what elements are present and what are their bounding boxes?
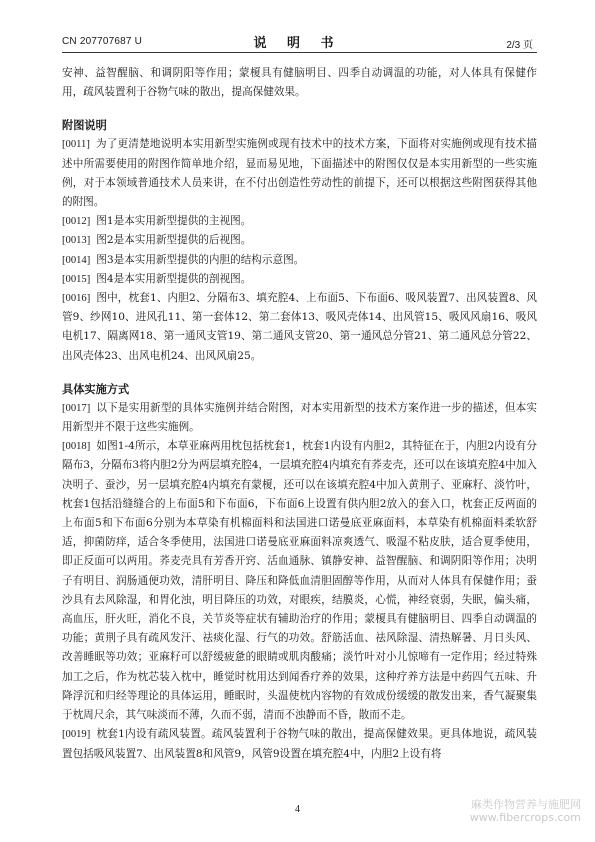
paragraph-0015	[62, 270, 537, 289]
header-title: 说 明 书	[253, 36, 342, 51]
paragraph-text: 图3是本实用新型提供的内胆的结构示意图。	[96, 253, 305, 266]
paragraph-number: [0013]	[62, 235, 91, 247]
paragraph-0016	[62, 289, 537, 366]
paragraph-text: 枕套1内设有疏风装置。疏风装置利于谷物气味的散出，提高保健效果。更具体地说，疏风装置包括吸风装置7、出风装置8和风管9，风管9设置在填充腔4中，内胆2上设有将	[62, 728, 537, 760]
paragraph-0012	[62, 212, 537, 231]
paragraph-number: [0016]	[62, 293, 91, 305]
section-heading-embodiment: 具体实施方式	[62, 381, 130, 396]
paragraph-0017	[62, 399, 537, 437]
paragraph-text: 如图1-4所示，本草亚麻两用枕包括枕套1，枕套1内设有内胆2，其特征在于，内胆2内设有分隔布3，分隔布3将内胆2分为两层填充腔4，一层填充腔4内填充有荞麦壳，还可以在该填充腔4中加入决明子、蚕沙，另一层填充腔4内填充有蒙榎，还可以在该填充腔4中加入黄荆子、亚麻籽、淡竹叶，枕套1包括沿缝缝合的上布面5和下布面6，下布面6上设置有供内胆2放入的套入口，枕套正反两面的上布面5和下布面6分别为本草染有机棉面料和法国进口诺曼底亚麻面料，本草染有机棉面料柔软舒适，抑菌防痒，适合冬季使用，法国进口诺曼底亚麻面料凉爽透气、吸湿不粘皮肤，适合夏季使用，即正反面可以两用。荞麦壳具有芳香开窍、活血通脉、镇静安神、益智醒脑、和调阴阳等作用；决明子有明目、润肠通便功效，清肝明目、降压和降低血清胆固醇等作用，从而对人体具有保健作用；蚕沙具有去风除湿，和胃化浊，明目降压的功效，对眼疾，结膜炎，心慌，神经衰弱，失眠，偏头痛，高血压，肝火旺，消化不良，关节炎等症状有辅助治疗的作用；蒙榎具有健脑明目、四季自动调温的功能；黄荆子具有疏风发汗、祛痰化湿、行气的功效。舒筋活血、祛风除湿、清热解暑、月日头风、改善睡眠等功效；亚麻籽可以舒缓疲惫的眼睛或肌肉酸痛；淡竹叶对小儿惊啼有一定作用；经过特殊加工之后，作为枕芯装入枕中，睡觉时枕用达到闻香疗养的效果，这种疗养方法是中药四气五味、升降浮沉和归经等理论的具体运用，睡眠时，头温使枕内容物的有效成份缓缓的散发出来，香气凝聚集于枕周尺余，其气味淡而不薄，久而不弱，清而不浊静而不昏，散而不走。	[62, 440, 537, 722]
paragraph-number: [0014]	[62, 254, 91, 266]
body-content	[62, 64, 537, 764]
paragraph-text: 以下是实用新型的具体实施例并结合附图，对本实用新型的技术方案作进一步的描述，但本实用新型并不限于这些实施例。	[62, 401, 537, 434]
paragraph-0018	[62, 437, 537, 725]
paragraph-number: [0012]	[62, 216, 91, 228]
watermark-line1: 麻类作物营养与施肥网	[471, 798, 581, 811]
paragraph-text: 图中，枕套1、内胆2、分隔布3、填充腔4、上布面5、下布面6、吸风装置7、出风装置8、风管9、纱网10、进风孔11、第一套体12、第二套体13、吸风壳体14、出风管15、吸风风扇16、吸风电机17、隔离网18、第一通风支管19、第二通风支管20、第一通风总分管21、第二通风总分管22、出风壳体23、出风电机24、出风风扇25。	[62, 292, 537, 362]
paragraph-text: 图4是本实用新型提供的剖视图。	[96, 272, 252, 285]
header-page-info: 2/3 页	[506, 40, 533, 51]
paragraph-0013	[62, 231, 537, 250]
header-rule	[62, 52, 537, 53]
paragraph-text: 为了更清楚地说明本实用新型实施例或现有技术中的技术方案，下面将对实施例或现有技术描述中所需要使用的附图作简单地介绍，显而易见地，下面描述中的附图仅仅是本实用新型的一些实施例，对于本领域普通技术人员来讲，在不付出创造性劳动性的前提下，还可以根据这些附图获得其他的附图。	[62, 138, 537, 209]
page-number: 4	[295, 804, 300, 815]
paragraph-0014	[62, 251, 537, 270]
paragraph-number: [0017]	[62, 402, 91, 414]
paragraph-number: [0018]	[62, 441, 91, 453]
paragraph-text: 图2是本实用新型提供的后视图。	[96, 234, 252, 247]
section-heading-drawings: 附图说明	[62, 118, 107, 133]
paragraph-0011	[62, 135, 537, 212]
intro-paragraph: 安神、益智醒脑、和调阴阳等作用；蒙榎具有健脑明目、四季自动调温的功能，对人体具有保健作用，疏风装置利于谷物气味的散出，提高保健效果。	[62, 67, 537, 99]
watermark	[470, 798, 581, 824]
paragraph-text: 图1是本实用新型提供的主视图。	[96, 215, 252, 228]
section-gap	[62, 366, 537, 379]
header-doc-number: CN 207707687 U	[62, 36, 143, 47]
paragraph-number: [0011]	[62, 139, 90, 151]
paragraph-0019	[62, 725, 537, 763]
paragraph-number: [0015]	[62, 273, 91, 285]
paragraph-number: [0019]	[62, 729, 91, 741]
watermark-line2: www.fibercrops.com	[469, 811, 581, 824]
